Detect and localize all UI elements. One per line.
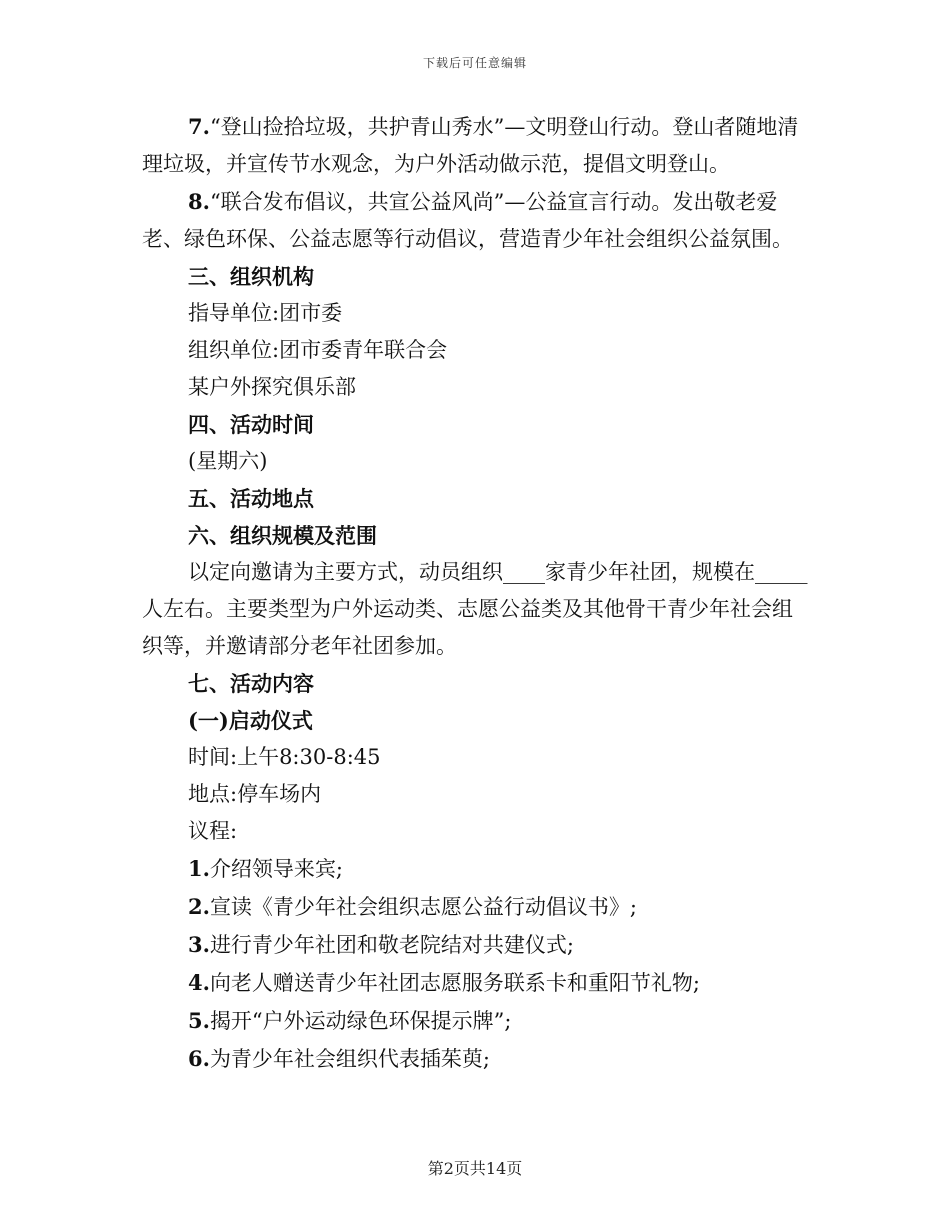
agenda-item xyxy=(142,1040,808,1078)
item-8-text: “联合发布倡议，共宣公益风尚”—公益宣言行动。发出敬老爱老、绿色环保、公益志愿等行动倡议，营造青少年社会组织公益氛围。 xyxy=(142,190,793,251)
section-6-paragraph: 以定向邀请为主要方式，动员组织____家青少年社团，规模在_____人左右。主要类型为户外运动类、志愿公益类及其他骨干青少年社会组织等，并邀请部分老年社团参加。 xyxy=(142,560,808,658)
agenda-item-number: 6. xyxy=(188,1046,210,1071)
agenda-label: 议程: xyxy=(188,819,238,843)
agenda-item-text: 进行青少年社团和敬老院结对共建仪式; xyxy=(209,933,575,957)
club-name: 某户外探究俱乐部 xyxy=(188,375,356,399)
agenda-item xyxy=(142,964,808,1002)
document-body xyxy=(142,108,808,1078)
item-7-text: “登山捡拾垃圾，共护青山秀水”—文明登山行动。登山者随地清理垃圾，并宣传节水观念，为户外活动做示范，提倡文明登山。 xyxy=(142,115,799,176)
agenda-item-text: 宣读《青少年社会组织志愿公益行动倡议书》; xyxy=(209,895,638,919)
section-6-heading: 六、组织规模及范围 xyxy=(188,523,377,548)
section-3-heading: 三、组织机构 xyxy=(188,264,314,289)
item-7-paragraph xyxy=(142,108,808,183)
agenda-item xyxy=(142,888,808,926)
agenda-item-text: 揭开“户外运动绿色环保提示牌”; xyxy=(209,1009,512,1033)
item-8-number: 8. xyxy=(188,189,210,214)
agenda-item-number: 5. xyxy=(188,1008,210,1033)
agenda-item-number: 2. xyxy=(188,894,210,919)
section-7-heading: 七、活动内容 xyxy=(188,671,314,696)
item-8-paragraph xyxy=(142,183,808,258)
section-5-heading: 五、活动地点 xyxy=(188,486,314,511)
guide-unit: 指导单位:团市委 xyxy=(188,301,343,325)
item-7-number: 7. xyxy=(188,114,210,139)
agenda-item-number: 3. xyxy=(188,932,210,957)
ceremony-place: 地点:停车场内 xyxy=(188,782,322,806)
agenda-item-text: 向老人赠送青少年社团志愿服务联系卡和重阳节礼物; xyxy=(209,971,701,995)
agenda-item xyxy=(142,1002,808,1040)
agenda-item-number: 1. xyxy=(188,856,210,881)
organizer-unit: 组织单位:团市委青年联合会 xyxy=(188,338,448,362)
subsection-launch-ceremony: (一)启动仪式 xyxy=(188,708,313,733)
agenda-item-text: 为青少年社会组织代表插茱萸; xyxy=(209,1047,491,1071)
activity-time: (星期六) xyxy=(188,449,268,473)
page-footer-number: 第2页共14页 xyxy=(427,1159,523,1178)
agenda-item-number: 4. xyxy=(188,970,210,995)
page-header-note: 下载后可任意编辑 xyxy=(422,56,527,70)
agenda-item-text: 介绍领导来宾; xyxy=(209,857,344,881)
ceremony-time: 时间:上午8:30-8:45 xyxy=(188,745,381,769)
agenda-item xyxy=(142,926,808,964)
agenda-item xyxy=(142,850,808,888)
section-4-heading: 四、活动时间 xyxy=(188,412,314,437)
